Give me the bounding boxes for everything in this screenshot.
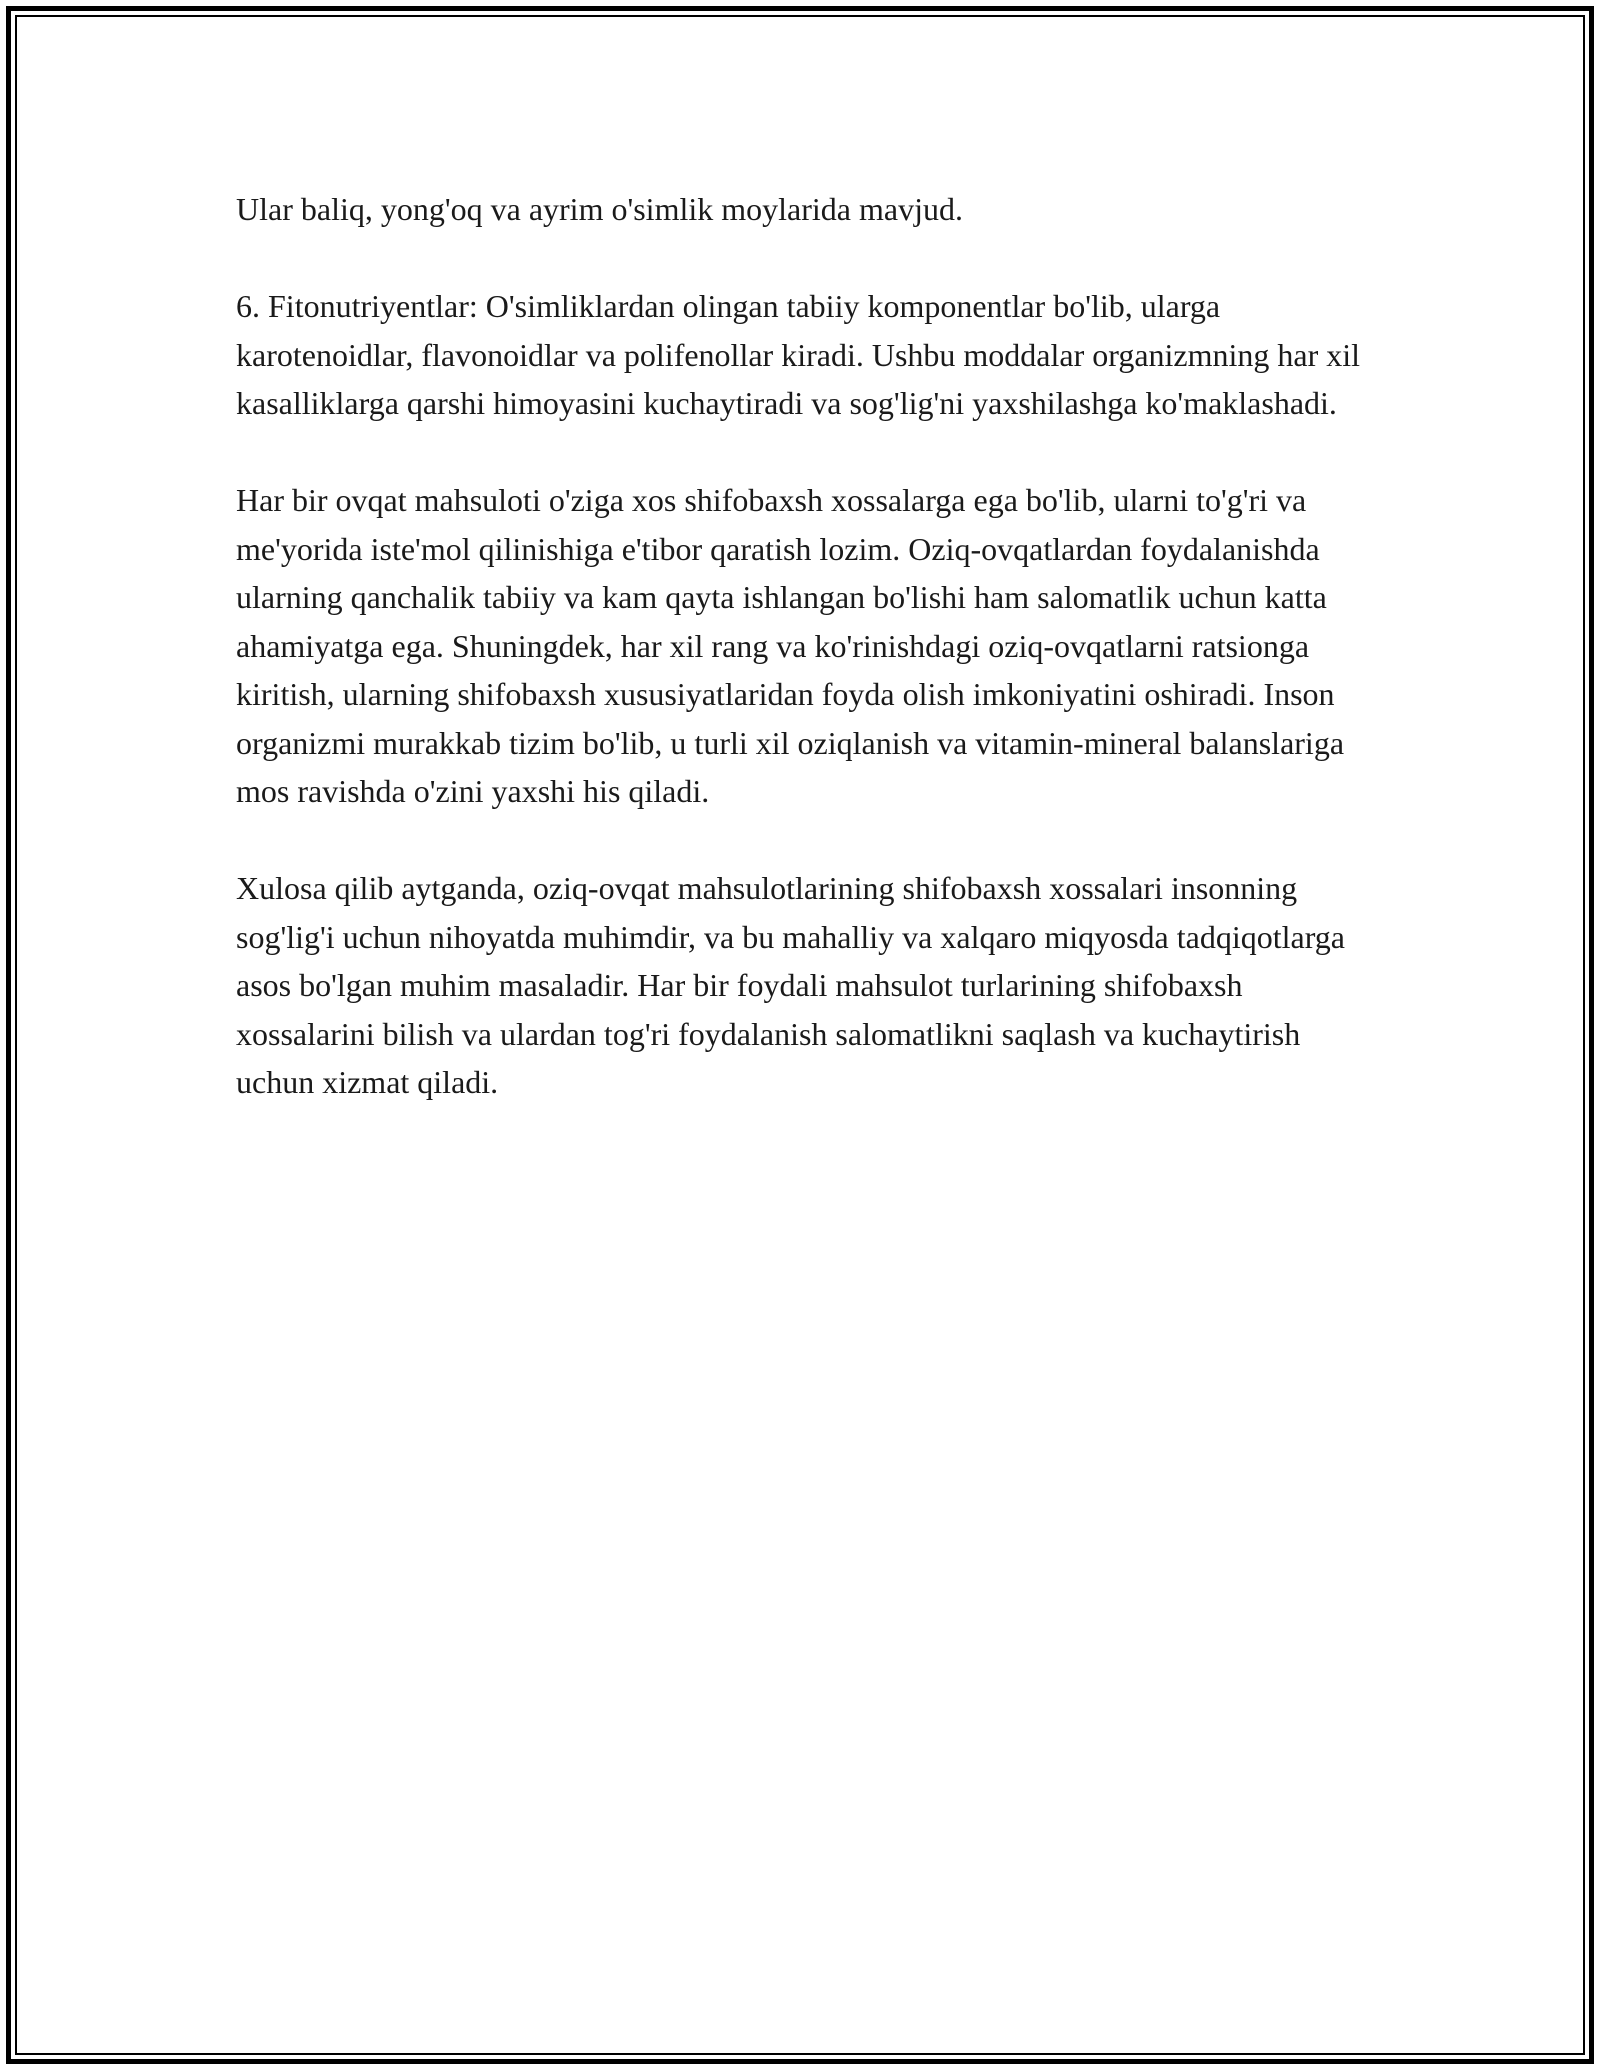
paragraph-1: Ular baliq, yong'oq va ayrim o'simlik moylarida mavjud. bbox=[236, 191, 963, 227]
paragraph-2: 6. Fitonutriyentlar: O'simliklardan olingan tabiiy komponentlar bo'lib, ularga karotenoidlar, flavonoidlar va polifenollar kiradi. Ushbu moddalar organizmning har xil kasalliklarga qarshi himoyasini kuchaytiradi va sog'lig'ni yaxshilashga ko'maklashadi. bbox=[236, 288, 1361, 421]
document-body bbox=[236, 185, 1366, 1155]
paragraph-4: Xulosa qilib aytganda, oziq-ovqat mahsulotlarining shifobaxsh xossalari insonning sog'lig'i uchun nihoyatda muhimdir, va bu mahalliy va xalqaro miqyosda tadqiqotlarga asos bo'lgan muhim masaladir. Har bir foydali mahsulot turlarining shifobaxsh xossalarini bilish va ulardan tog'ri foydalanish salomatlikni saqlash va kuchaytirish uchun xizmat qiladi. bbox=[236, 870, 1345, 1100]
paragraph-3: Har bir ovqat mahsuloti o'ziga xos shifobaxsh xossalarga ega bo'lib, ularni to'g'ri va me'yorida iste'mol qilinishiga e'tibor qaratish lozim. Oziq-ovqatlardan foydalanishda ularning qanchalik tabiiy va kam qayta ishlangan bo'lishi ham salomatlik uchun katta ahamiyatga ega. Shuningdek, har xil rang va ko'rinishdagi oziq-ovqatlarni ratsionga kiritish, ularning shifobaxsh xususiyatlaridan foyda olish imkoniyatini oshiradi. Inson organizmi murakkab tizim bo'lib, u turli xil oziqlanish va vitamin-mineral balanslariga mos ravishda o'zini yaxshi his qiladi. bbox=[236, 482, 1345, 809]
